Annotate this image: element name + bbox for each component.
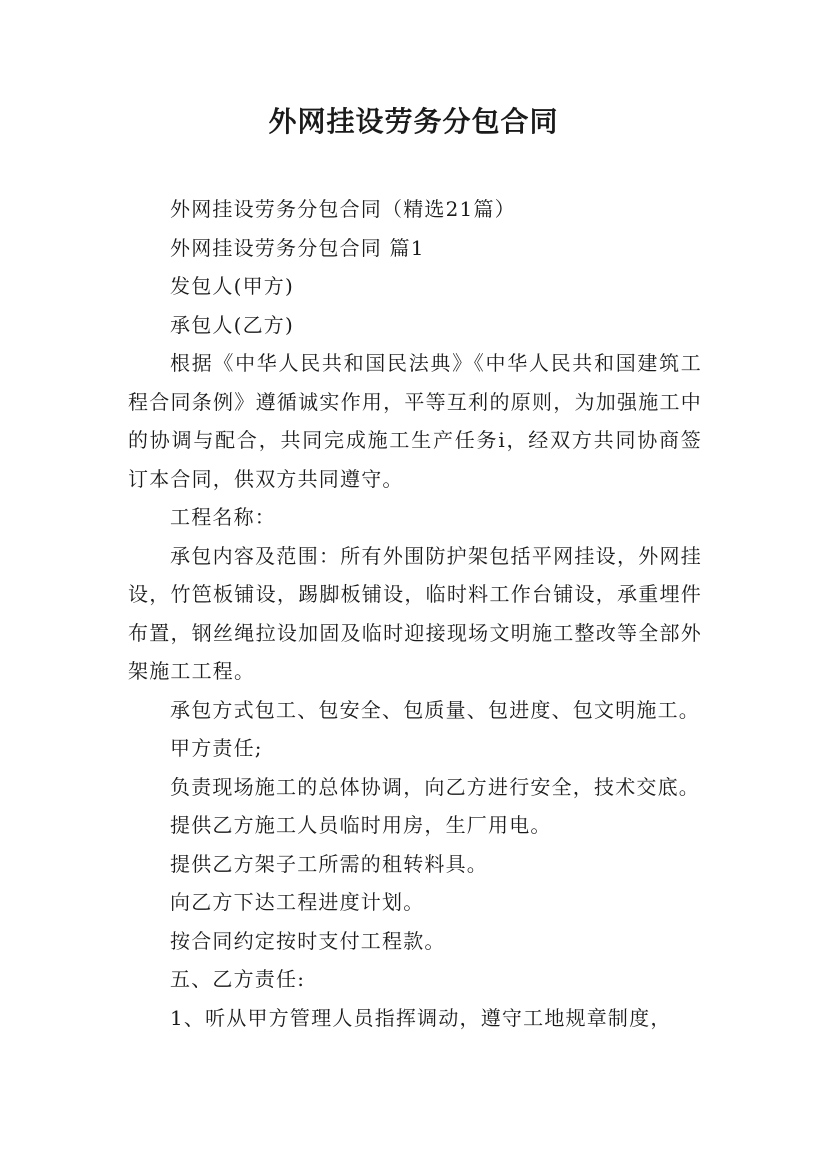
paragraph-duty-payment: 按合同约定按时支付工程款。 [170, 928, 446, 953]
paragraph-chapter-heading: 外网挂设劳务分包合同 篇1 [170, 235, 425, 260]
paragraph-scope: 承包内容及范围：所有外围防护架包括平网挂设，外网挂设，竹笆板铺设，踢脚板铺设，临时料工作台铺设，承重埋件布置，钢丝绳拉设加固及临时迎接现场文明施工整改等全部外架施工工程。 [128, 543, 702, 683]
paragraph-duty-schedule: 向乙方下达工程进度计划。 [170, 890, 425, 914]
document-body [128, 190, 702, 1037]
paragraph-collection-title: 外网挂设劳务分包合同（精选21篇） [170, 197, 516, 221]
paragraph-duty-housing: 提供乙方施工人员临时用房，生厂用电。 [170, 813, 552, 837]
paragraph-party-a: 发包人(甲方) [170, 274, 295, 298]
document-title: 外网挂设劳务分包合同 [268, 105, 559, 138]
paragraph-party-b: 承包人(乙方) [170, 312, 295, 337]
paragraph-party-a-duties-heading: 甲方责任; [170, 736, 263, 760]
paragraph-party-b-duty-1: 1、听从甲方管理人员指挥调动，遵守工地规章制度， [170, 1005, 672, 1030]
paragraph-preamble: 根据《中华人民共和国民法典》《中华人民共和国建筑工程合同条例》遵循诚实作用，平等互利的原则，为加强施工中的协调与配合，共同完成施工生产任务i，经双方共同协商签订本合同，供双方共同遵守。 [128, 351, 702, 491]
paragraph-duty-materials: 提供乙方架子工所需的租转料具。 [170, 851, 488, 876]
paragraph-duty-coordination: 负责现场施工的总体协调，向乙方进行安全，技术交底。 [170, 774, 700, 799]
paragraph-contract-method: 承包方式包工、包安全、包质量、包进度、包文明施工。 [170, 697, 700, 722]
paragraph-party-b-duties-heading: 五、乙方责任: [170, 967, 306, 991]
paragraph-project-name: 工程名称： [170, 505, 276, 529]
